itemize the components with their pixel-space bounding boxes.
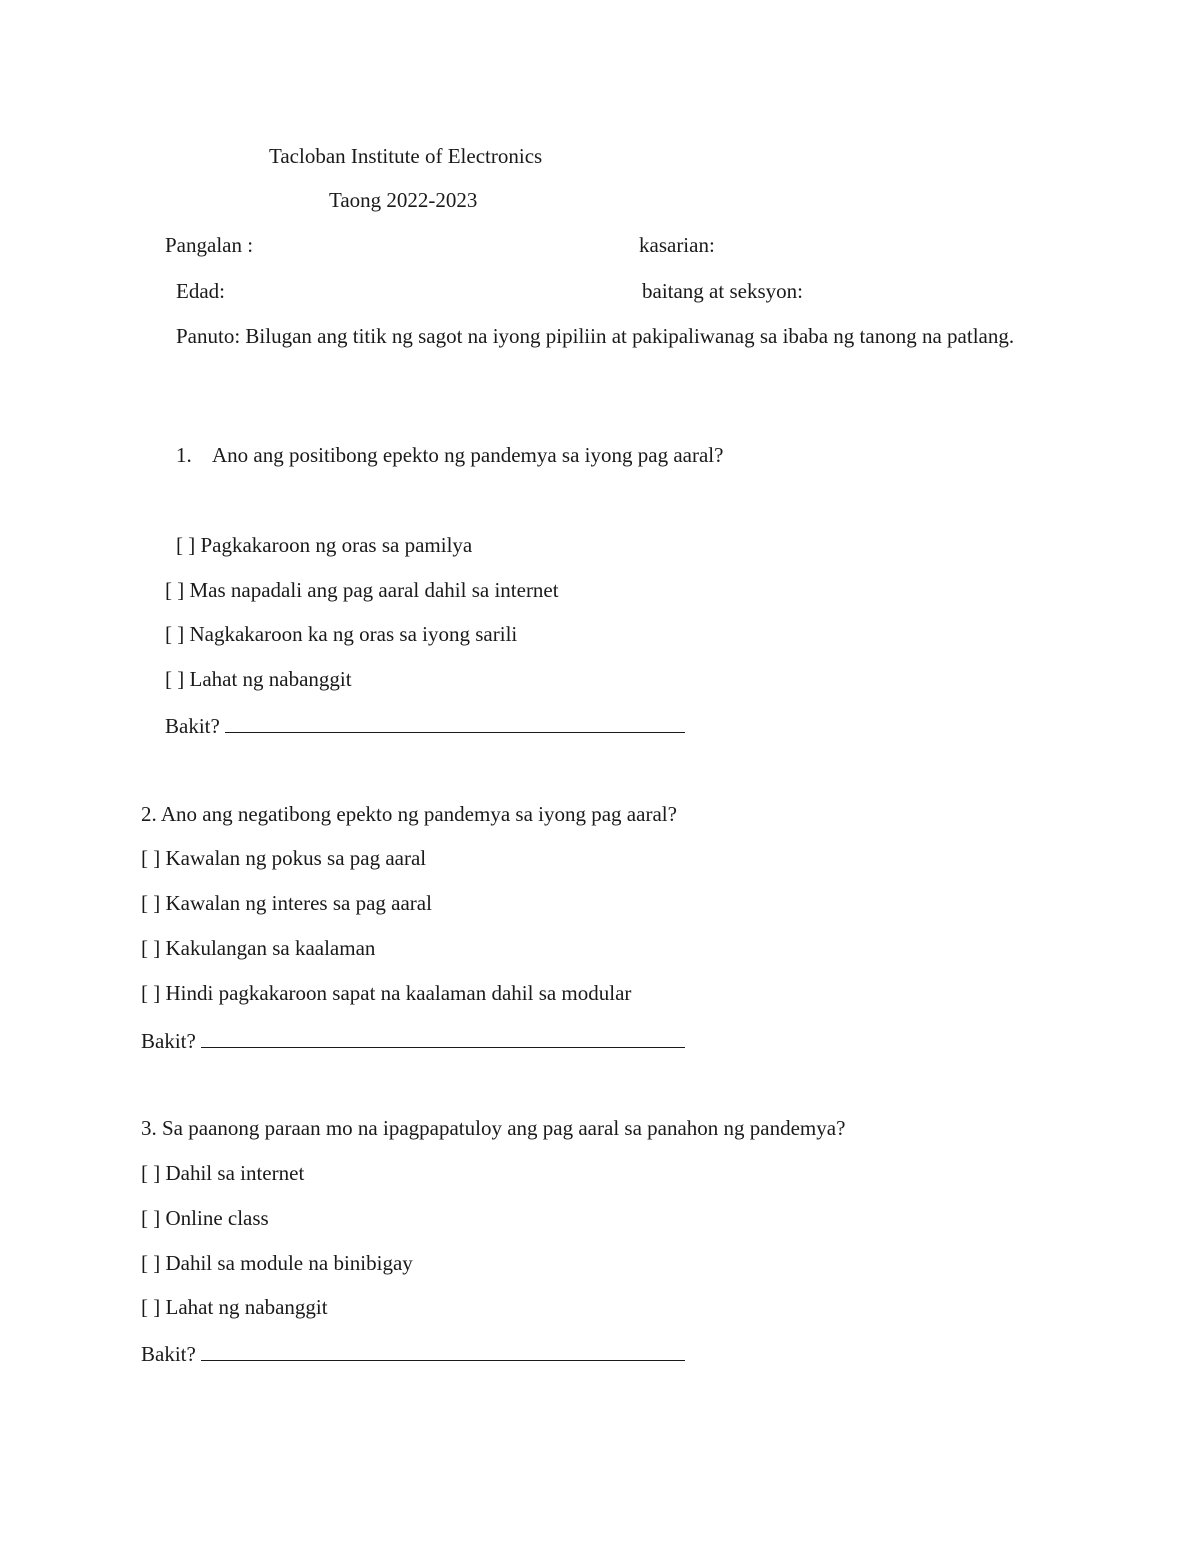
q2-why-label: Bakit? [141,1029,196,1053]
name-label: Pangalan : [165,233,254,257]
school-name: Tacloban Institute of Electronics [269,144,543,168]
q1-option[interactable]: [ ] Nagkakaroon ka ng oras sa iyong sarili [165,622,518,646]
q1-option[interactable]: [ ] Pagkakaroon ng oras sa pamilya [176,533,473,557]
q3-option[interactable]: [ ] Dahil sa internet [141,1161,305,1185]
q1-option[interactable]: [ ] Mas napadali ang pag aaral dahil sa internet [165,578,559,602]
q1-why-label: Bakit? [165,714,220,738]
grade-section-label: baitang at seksyon: [642,279,803,303]
q2-answer-line[interactable] [201,1025,685,1048]
age-label: Edad: [176,279,225,303]
q1-why-row [165,710,685,740]
instructions: Panuto: Bilugan ang titik ng sagot na iyong pipiliin at pakipaliwanag sa ibaba ng tanong na patlang. [176,324,1015,348]
q3-answer-line[interactable] [201,1338,685,1361]
q2-question: 2. Ano ang negatibong epekto ng pandemya sa iyong pag aaral? [141,802,677,826]
q1-number: 1. [176,443,192,467]
sex-label: kasarian: [639,233,715,257]
q3-question: 3. Sa paanong paraan mo na ipagpapatuloy ang pag aaral sa panahon ng pandemya? [141,1116,846,1140]
q3-option[interactable]: [ ] Online class [141,1206,269,1230]
q3-option[interactable]: [ ] Dahil sa module na binibigay [141,1251,413,1275]
q2-option[interactable]: [ ] Kawalan ng pokus sa pag aaral [141,846,427,870]
q3-option[interactable]: [ ] Lahat ng nabanggit [141,1295,328,1319]
school-year: Taong 2022-2023 [329,188,478,212]
q1-option[interactable]: [ ] Lahat ng nabanggit [165,667,352,691]
q2-option[interactable]: [ ] Kakulangan sa kaalaman [141,936,376,960]
q2-option[interactable]: [ ] Hindi pagkakaroon sapat na kaalaman dahil sa modular [141,981,632,1005]
q2-option[interactable]: [ ] Kawalan ng interes sa pag aaral [141,891,432,915]
q2-why-row [141,1025,685,1055]
q3-why-label: Bakit? [141,1342,196,1366]
q3-why-row [141,1338,685,1368]
q1-answer-line[interactable] [225,710,685,733]
q1-question: Ano ang positibong epekto ng pandemya sa iyong pag aaral? [212,443,724,467]
